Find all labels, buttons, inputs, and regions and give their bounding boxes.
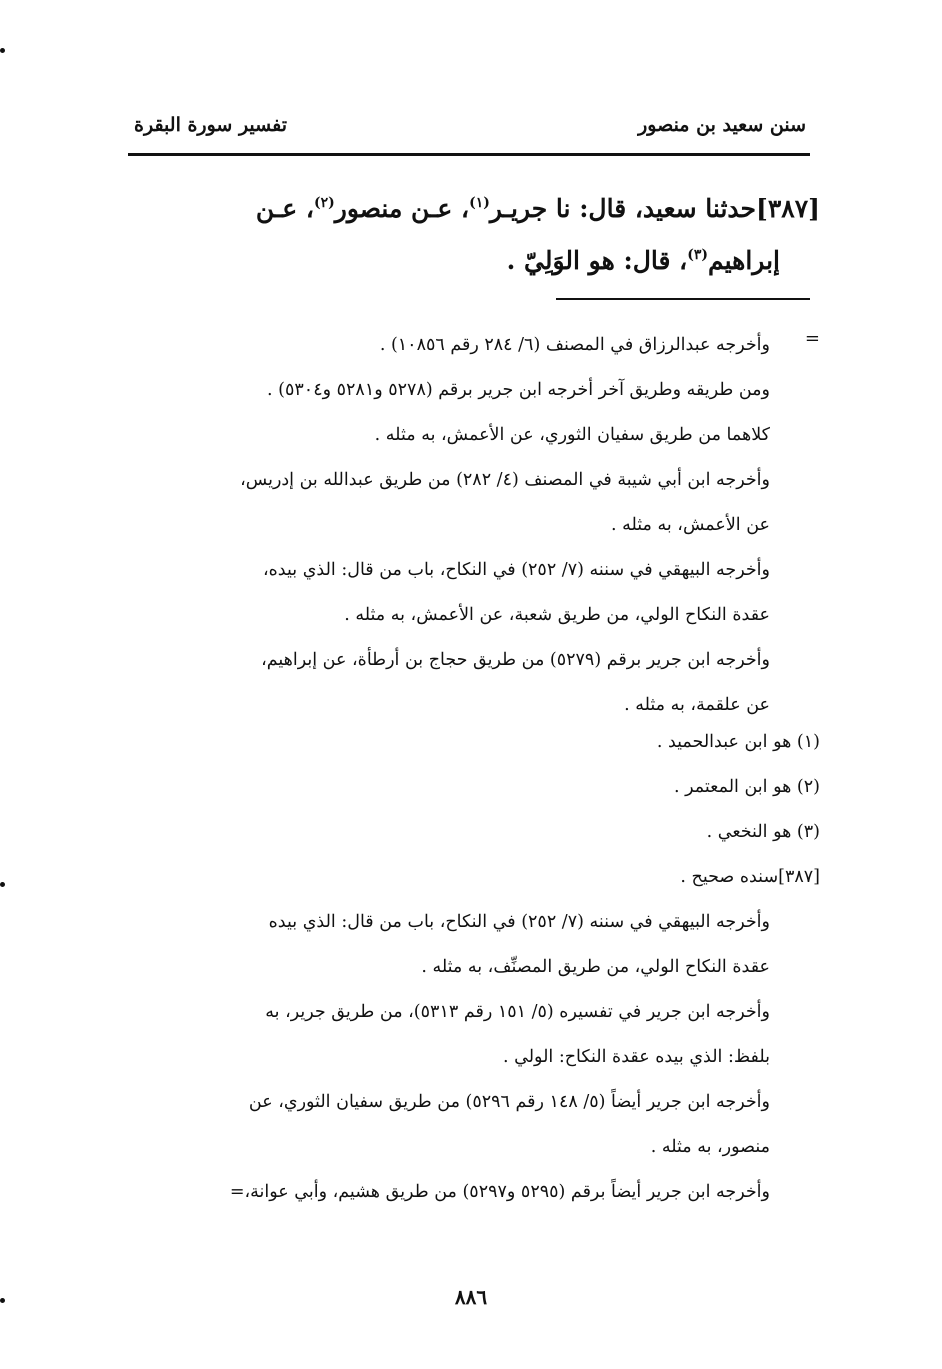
hadith-text-part: . [506, 246, 525, 275]
footnote-note: (٢) هو ابن المعتمر . [673, 777, 820, 797]
footnote-note: (٣) هو النخعي . [706, 822, 820, 842]
footnote-line: وأخرجه البيهقي في سننه (٧/ ٢٥٢) في النكاح، باب من قال: الذي بيده، [262, 560, 770, 580]
continuation-mark: = [804, 328, 820, 349]
footnote-line: وأخرجه ابن جرير أيضاً (٥/ ١٤٨ رقم ٥٢٩٦) من طريق سفيان الثوري، عن [248, 1092, 770, 1112]
footnote-ref: (٢) [313, 195, 335, 211]
footnote-line: وأخرجه ابن جرير في تفسيره (٥/ ١٥١ رقم ٥٣١٣)، من طريق جرير، به [265, 1002, 770, 1022]
footnote-note: [٣٨٧]سنده صحيح . [680, 867, 820, 887]
running-header-chapter-title: تفسير سورة البقرة [134, 114, 288, 136]
hadith-text [122, 180, 820, 284]
footnotes-takhrij [128, 900, 770, 1215]
scan-speck [0, 882, 5, 887]
page-number: ٨٨٦ [454, 1285, 488, 1309]
footnote-line: عن الأعمش، به مثله . [610, 515, 770, 535]
hadith-text-part: ، عـن منصور [334, 194, 470, 223]
hadith-number: [٣٨٧] [756, 194, 820, 223]
hadith-text-part: حدثنا سعيد، قال: نا جريـر [489, 194, 757, 223]
footnote-note: (١) هو ابن عبدالحميد . [656, 732, 820, 752]
scan-speck [0, 1298, 5, 1303]
hadith-answer: هو الوَلِيّ [524, 246, 615, 275]
footnotes-continued [128, 323, 770, 728]
footnotes-notes [128, 720, 820, 900]
hadith-text-part: إبراهيم [707, 246, 780, 275]
running-header-book-title: سنن سعيد بن منصور [638, 114, 806, 136]
footnote-line: عقدة النكاح الولي، من طريق المصنِّف، به مثله . [421, 957, 770, 977]
footnote-ref: (١) [469, 195, 490, 211]
footnote-line: عن علقمة، به مثله . [624, 695, 770, 715]
hadith-text-line [122, 232, 820, 284]
footnote-line: وأخرجه ابن جرير أيضاً برقم (٥٢٩٥ و٥٢٩٧) من طريق هشيم، وأبي عوانة،= [229, 1182, 770, 1202]
footnote-line: عقدة النكاح الولي، من طريق شعبة، عن الأعمش، به مثله . [344, 605, 770, 625]
hadith-text-part: ، قال: [614, 246, 688, 275]
scan-speck [0, 48, 5, 53]
footnote-line: كلاهما من طريق سفيان الثوري، عن الأعمش، به مثله . [374, 425, 770, 445]
footnote-line: منصور، به مثله . [650, 1137, 770, 1157]
header-divider [128, 153, 810, 156]
footnote-separator [556, 298, 810, 300]
footnote-line: بلفظ: الذي بيده عقدة النكاح: الولي . [502, 1047, 770, 1067]
footnote-ref: (٣) [687, 247, 708, 263]
footnote-line: وأخرجه ابن جرير برقم (٥٢٧٩) من طريق حجاج بن أرطأة، عن إبراهيم، [261, 650, 770, 670]
footnote-line: ومن طريقه وطريق آخر أخرجه ابن جرير برقم (٥٢٧٨ و٥٢٨١ و٥٣٠٤) . [267, 380, 770, 400]
footnote-line: وأخرجه عبدالرزاق في المصنف (٦/ ٢٨٤ رقم ١٠٨٥٦) . [379, 335, 770, 355]
footnote-line: وأخرجه البيهقي في سننه (٧/ ٢٥٢) في النكاح، باب من قال: الذي بيده [268, 912, 770, 932]
footnote-line: وأخرجه ابن أبي شيبة في المصنف (٤/ ٢٨٢) من طريق عبدالله بن إدريس، [240, 470, 770, 490]
hadith-text-part: ، عـن [255, 194, 314, 223]
